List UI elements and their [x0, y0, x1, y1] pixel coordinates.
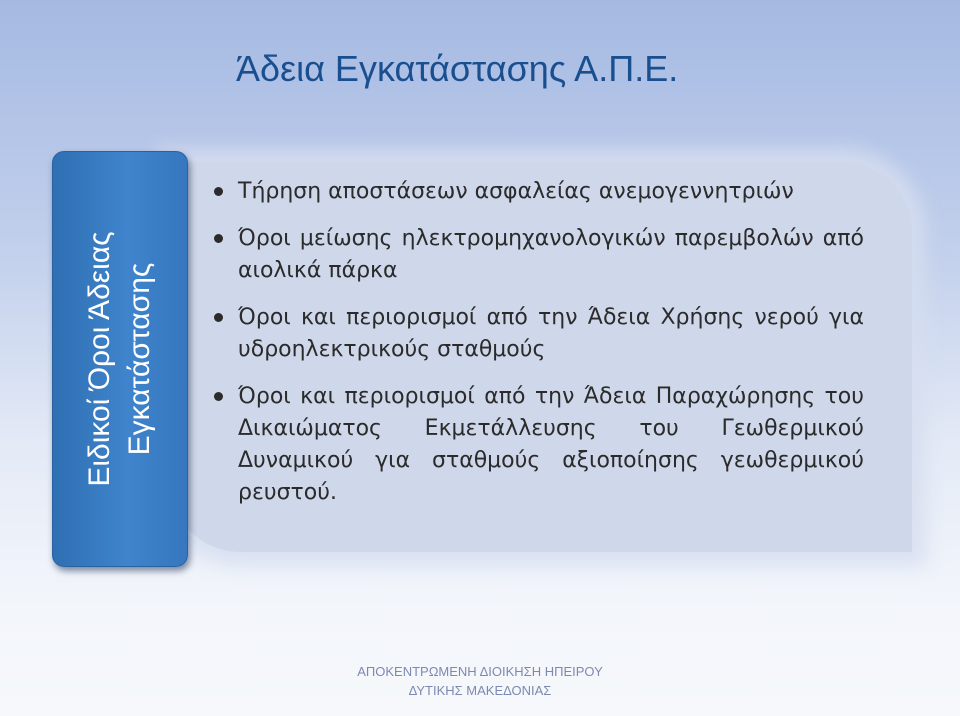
bullet-dot-icon	[214, 187, 223, 196]
bullet-item	[214, 381, 864, 509]
bullet-item	[214, 176, 864, 208]
bullet-text: Τήρηση αποστάσεων ασφαλείας ανεμογεννητριών	[238, 179, 794, 204]
bullet-dot-icon	[214, 234, 223, 243]
bullet-item	[214, 302, 864, 366]
footer	[300, 662, 660, 700]
bullet-text: Όροι μείωσης ηλεκτρομηχανολογικών παρεμβολών από αιολικά πάρκα	[238, 226, 864, 283]
bullet-text: Όροι και περιορισμοί από την Άδεια Χρήσης νερού για υδροηλεκτρικούς σταθμούς	[238, 305, 864, 362]
bullet-item	[214, 223, 864, 287]
footer-line-1: ΑΠΟΚΕΝΤΡΩΜΕΝΗ ΔΙΟΙΚΗΣΗ ΗΠΕΙΡΟΥ	[357, 664, 603, 679]
side-label	[52, 151, 188, 567]
bullet-dot-icon	[214, 392, 223, 401]
bullet-text: Όροι και περιορισμοί από την Άδεια Παραχώρησης του Δικαιώματος Εκμετάλλευσης του Γεωθερμικού Δυναμικού για σταθμούς αξιοποίησης γεωθερμικού ρευστού.	[238, 384, 864, 505]
bullet-dot-icon	[214, 313, 223, 322]
bullet-list	[214, 176, 864, 509]
footer-line-2: ΔΥΤΙΚΗΣ ΜΑΚΕΔΟΝΙΑΣ	[408, 683, 552, 698]
side-label-line-1: Ειδικοί Όροι Άδειας	[83, 231, 116, 487]
side-label-line-2: Εγκατάστασης	[123, 262, 156, 456]
side-label-text	[80, 152, 160, 566]
slide-title: Άδεια Εγκατάστασης Α.Π.Ε.	[236, 48, 679, 89]
